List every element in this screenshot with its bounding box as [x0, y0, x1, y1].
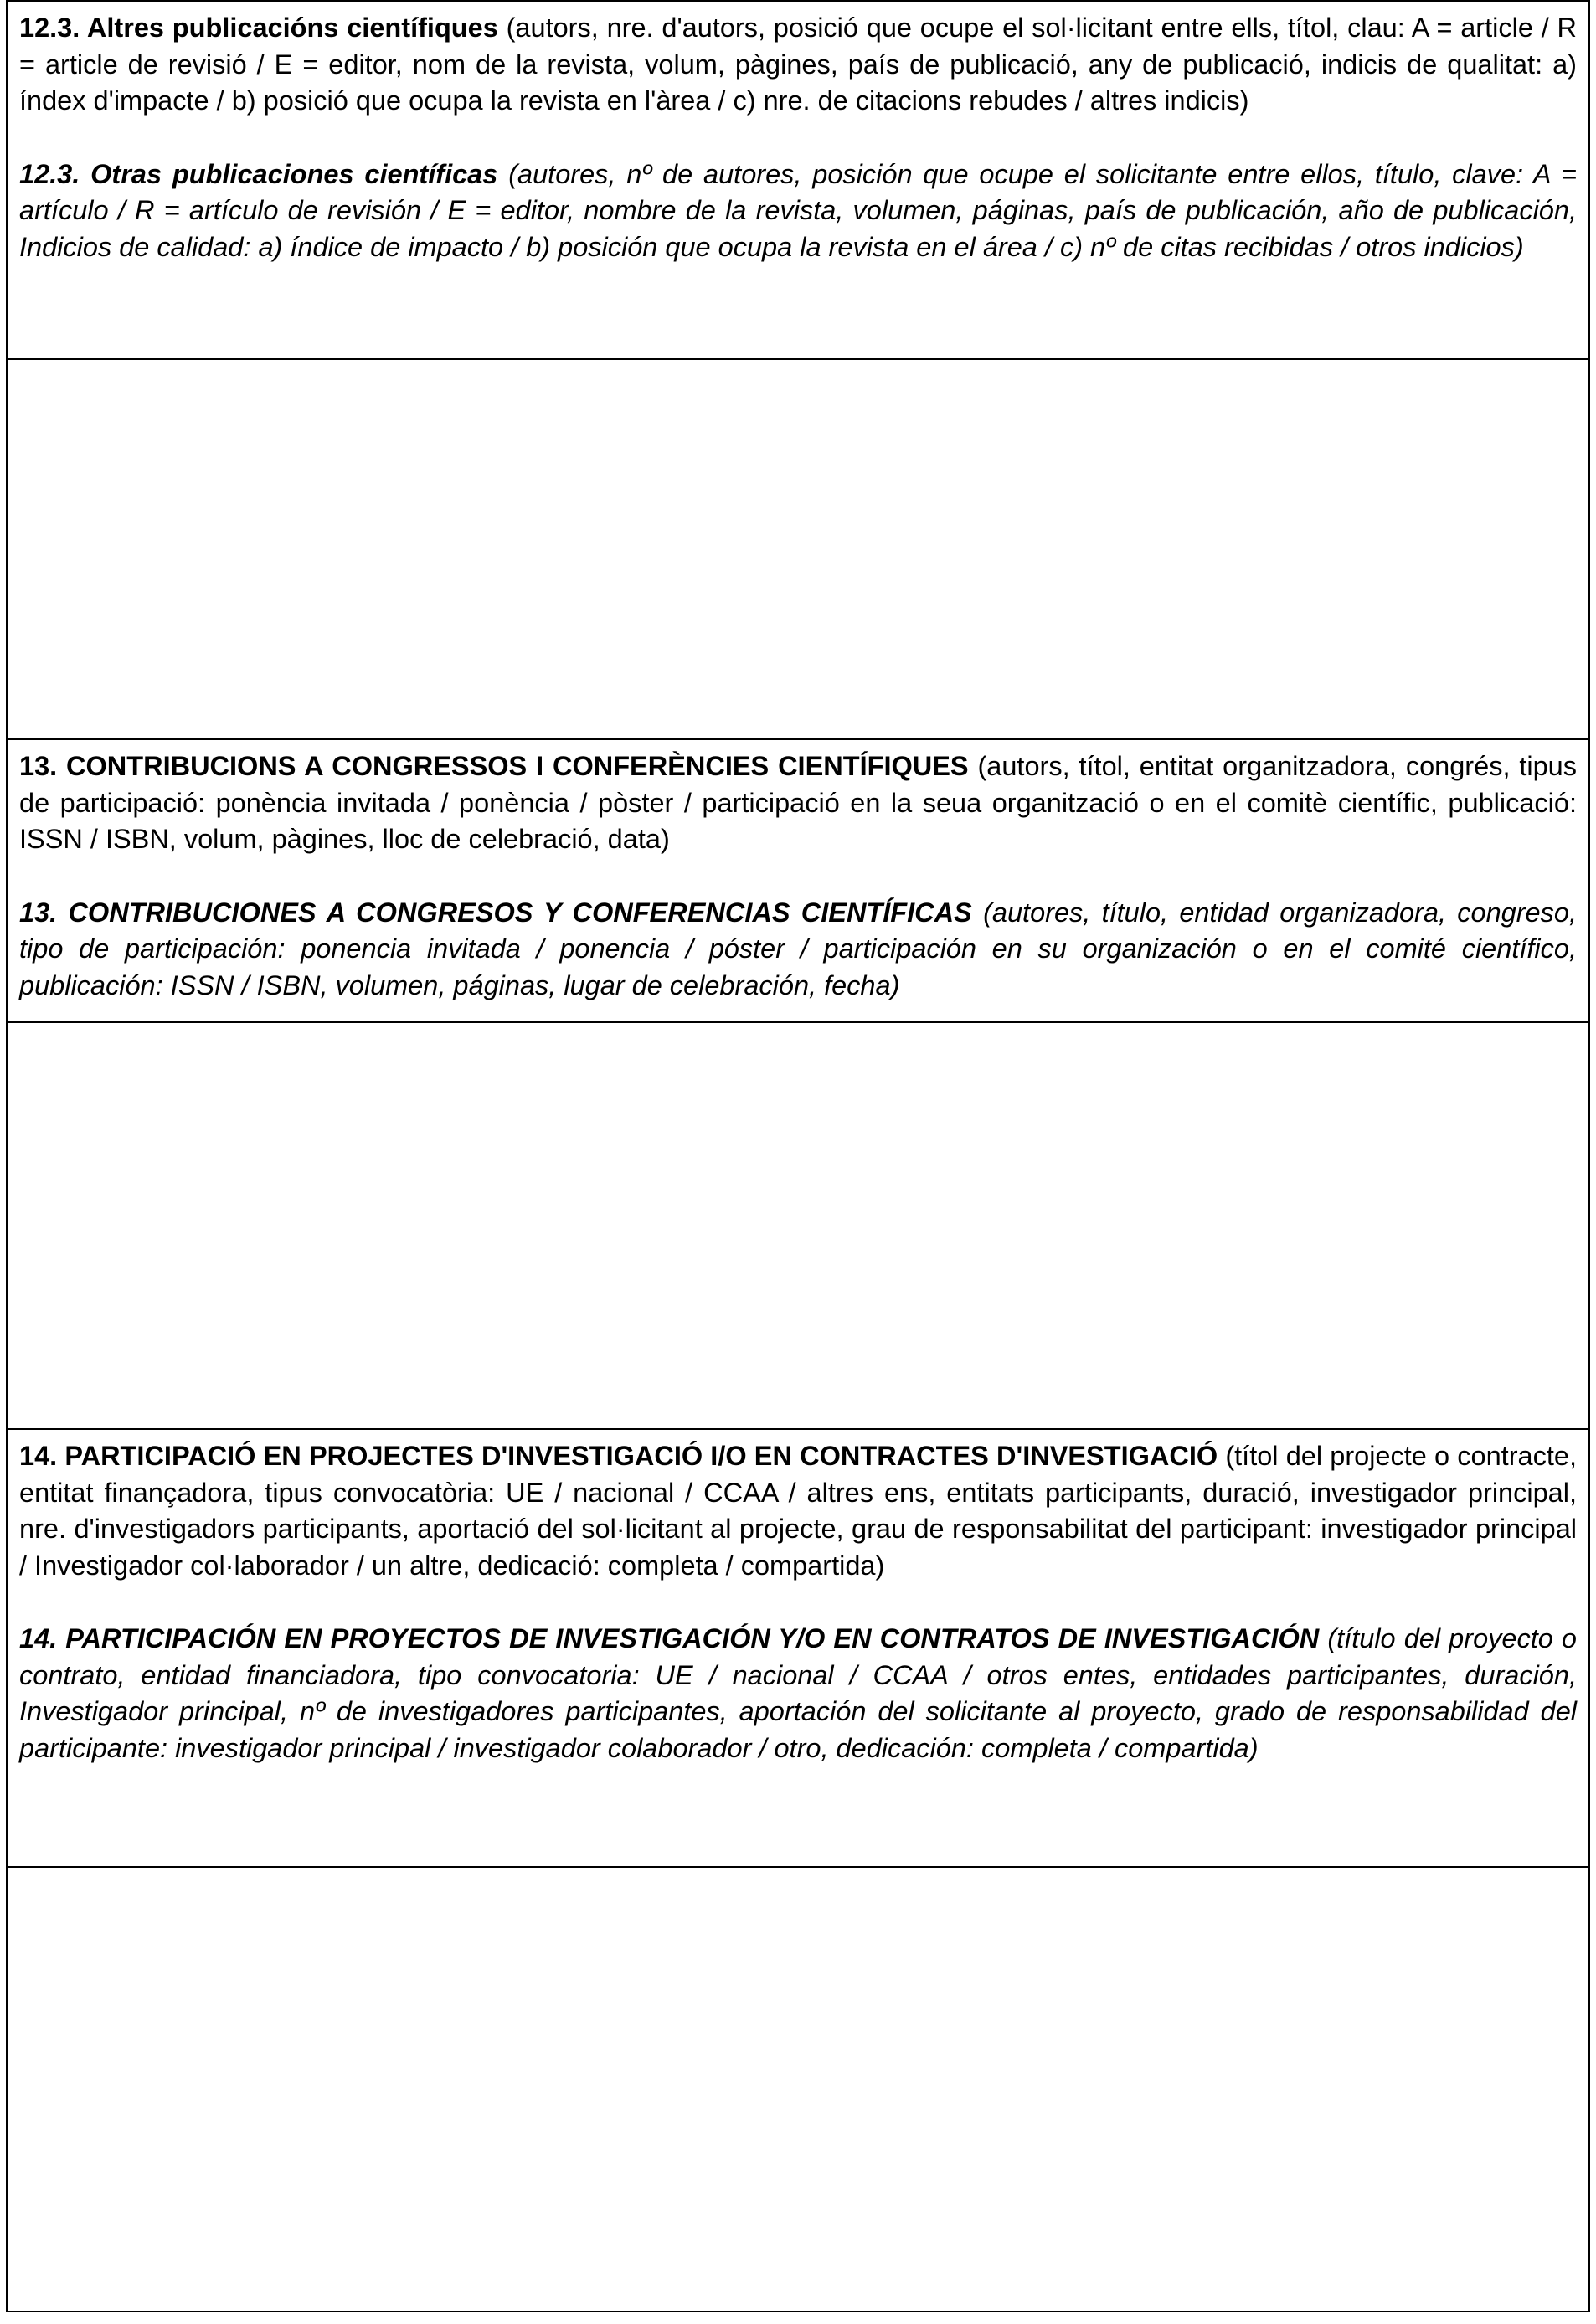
section-title: 14. PARTICIPACIÓN EN PROYECTOS DE INVESTIGACIÓN Y/O EN CONTRATOS DE INVESTIGACIÓN — [19, 1623, 1320, 1653]
section-12-3-spanish — [19, 157, 1577, 266]
section-description: (autores, nº de autores, posición que ocupe el solicitante entre ellos, título, clave: A = artículo / R = artículo de revisión / E = editor, nombre de la revista, volumen, páginas, país de publicación, año de publicación, Indicios de calidad: a) índice de impacto / b) posición que ocupa la revista en el área / c) nº de citas recibidas / otros indicios) — [19, 158, 1577, 262]
section-14-header — [8, 1430, 1588, 1868]
section-title: 13. CONTRIBUCIONES A CONGRESOS Y CONFERENCIAS CIENTÍFICAS — [19, 897, 972, 928]
section-title: 14. PARTICIPACIÓ EN PROJECTES D'INVESTIGACIÓ I/O EN CONTRACTES D'INVESTIGACIÓ — [19, 1441, 1218, 1471]
section-title: 12.3. Otras publicaciones científicas — [19, 158, 498, 189]
section-14-spanish — [19, 1621, 1577, 1766]
section-description: (títol del projecte o contracte, entitat finançadora, tipus convocatòria: UE / nacional / CCAA / altres ens, entitats participants, duració, investigador principal, nre. d'investigadors participants, aportació del sol·licitant al projecte, grau de responsabilitat del participant: investigador principal / Investigador col·laborador / un altre, dedicació: completa / compartida) — [19, 1441, 1577, 1581]
section-description: (título del proyecto o contrato, entidad financiadora, tipo convocatoria: UE / nacional / CCAA / otros entes, entidades participantes, duración, Investigador principal, nº de investigadores participantes, aportación del solicitante al proyecto, grado de responsabilidad del participante: investigador principal / investigador colaborador / otro, dedicación: completa / compartida) — [19, 1623, 1577, 1763]
section-12-3-valencian — [19, 10, 1577, 120]
section-13-spanish — [19, 895, 1577, 1005]
section-12-3-answer-area[interactable] — [8, 360, 1588, 740]
section-14-answer-area[interactable] — [8, 1868, 1588, 2311]
section-description: (autores, título, entidad organizadora, congreso, tipo de participación: ponencia invitada / ponencia / póster / participación en su organización o en el comité científico, publicación: ISSN / ISBN, volumen, páginas, lugar de celebración, fecha) — [19, 897, 1577, 1000]
form-table — [6, 0, 1590, 2312]
section-description: (autors, títol, entitat organitzadora, congrés, tipus de participació: ponència invitada / ponència / pòster / participació en la seua organització o en el comitè científic, publicació: ISSN / ISBN, volum, pàgines, lloc de celebració, data) — [19, 751, 1577, 854]
section-13-valencian — [19, 748, 1577, 858]
section-title: 12.3. Altres publicacións científiques — [19, 13, 498, 43]
section-title: 13. CONTRIBUCIONS A CONGRESSOS I CONFERÈNCIES CIENTÍFIQUES — [19, 751, 969, 781]
section-description: (autors, nre. d'autors, posició que ocupe el sol·licitant entre ells, títol, clau: A = article / R = article de revisió / E = editor, nom de la revista, volum, pàgines, país de publicació, any de publicació, indicis de qualitat: a) índex d'impacte / b) posició que ocupa la revista en l'àrea / c) nre. de citacions rebudes / altres indicis) — [19, 13, 1577, 116]
section-12-3-header — [8, 2, 1588, 360]
section-13-header — [8, 740, 1588, 1023]
section-13-answer-area[interactable] — [8, 1023, 1588, 1430]
section-14-valencian — [19, 1438, 1577, 1584]
